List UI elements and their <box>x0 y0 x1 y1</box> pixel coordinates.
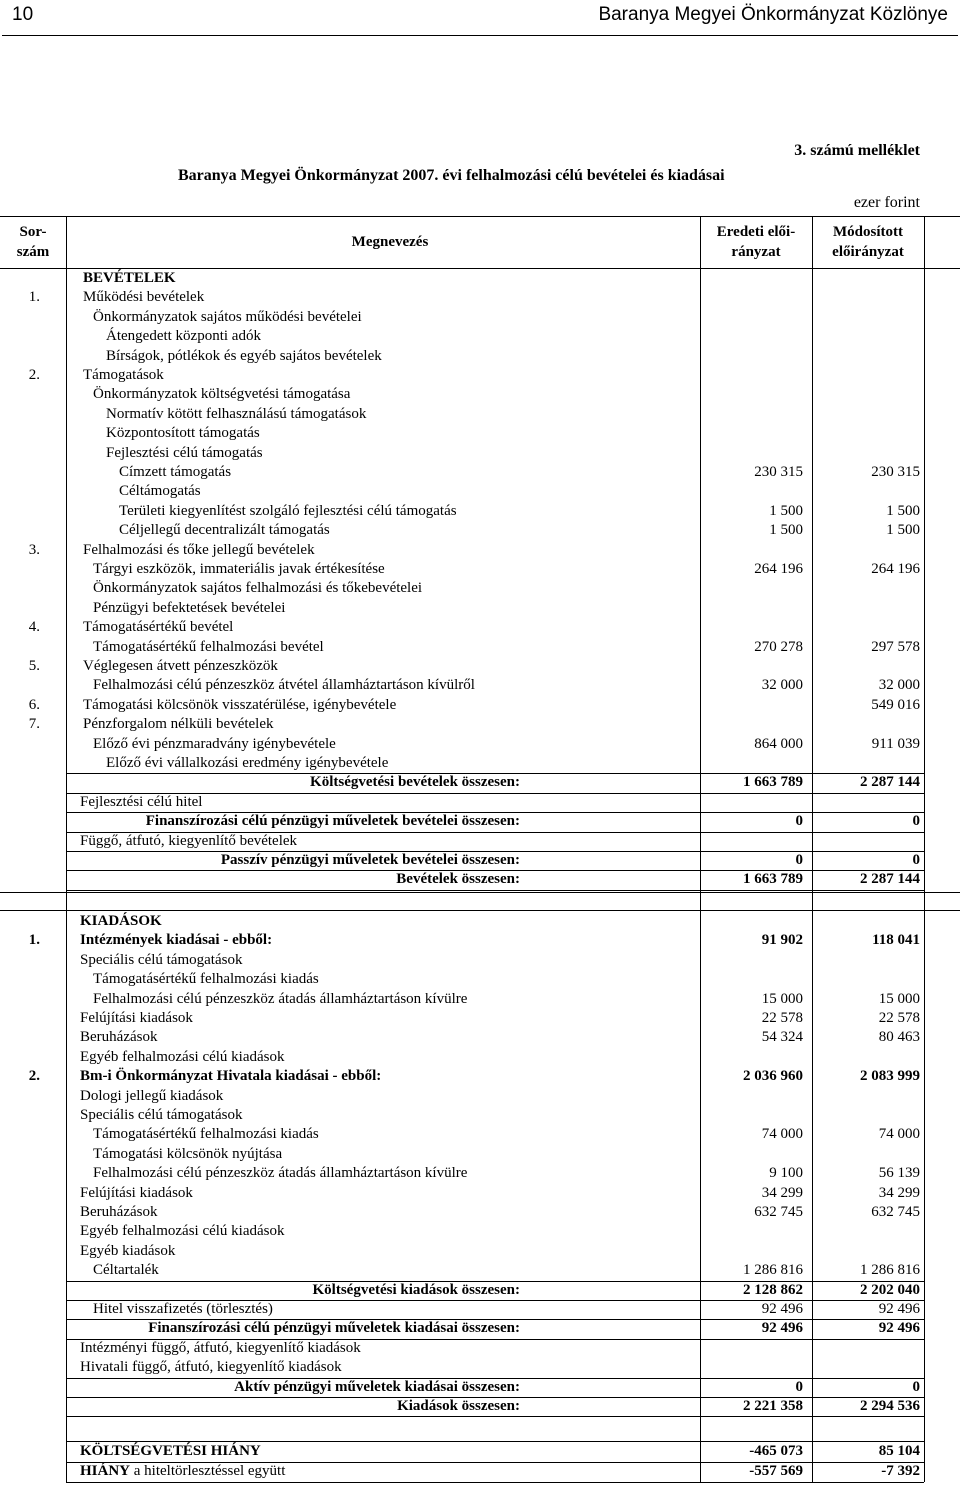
table-row <box>0 444 960 463</box>
row-label: BEVÉTELEK <box>83 270 176 286</box>
value-modified: 2 202 040 <box>860 1281 920 1298</box>
row-label: Felújítási kiadások <box>80 1184 193 1201</box>
row-label: Támogatási kölcsönök nyújtása <box>93 1145 283 1162</box>
value-original: 864 000 <box>754 735 803 752</box>
rule-line <box>66 1482 924 1483</box>
row-number: 1. <box>28 289 40 306</box>
row-label: Működési bevételek <box>83 289 205 306</box>
table-row <box>0 1164 960 1183</box>
col-header-sorszam: Sor- szám <box>16 224 50 260</box>
deficit-label-rest: a hiteltörlesztéssel együtt <box>130 1463 286 1479</box>
table-row <box>0 1242 960 1261</box>
value-original: 1 663 789 <box>743 871 803 888</box>
row-label: Támogatási kölcsönök visszatérülése, igénybevétele <box>83 696 397 713</box>
table-row <box>0 1106 960 1125</box>
value-original: 0 <box>795 813 803 830</box>
table-row <box>0 912 960 931</box>
row-number: 6. <box>28 696 40 713</box>
row-label: Beruházások <box>80 1029 158 1046</box>
deficit-label-bold: HIÁNY <box>80 1463 131 1479</box>
table-row <box>0 851 960 870</box>
value-original: 22 578 <box>761 1010 803 1026</box>
row-label: Támogatásértékű felhalmozási kiadás <box>93 971 319 988</box>
table-row <box>0 347 960 366</box>
table-row <box>0 1028 960 1047</box>
table-row <box>0 366 960 385</box>
row-label: Finanszírozási célú pénzügyi műveletek bevételei összesen: <box>145 813 520 830</box>
value-original: 1 663 789 <box>743 774 803 791</box>
table-row <box>0 269 960 288</box>
value-modified: 2 287 144 <box>860 871 920 888</box>
row-number: 2. <box>28 1068 40 1085</box>
value-modified: 118 041 <box>872 932 920 949</box>
table-row <box>0 541 960 560</box>
header-rule <box>2 35 958 36</box>
row-number: 5. <box>28 658 40 674</box>
row-label: Egyéb kiadások <box>80 1242 176 1259</box>
value-modified: 15 000 <box>878 990 920 1007</box>
row-label: Egyéb felhalmozási célú kiadások <box>80 1048 285 1065</box>
table-row <box>0 308 960 327</box>
table-row <box>0 579 960 598</box>
row-label: Költségvetési bevételek összesen: <box>310 774 520 791</box>
value-original: 34 299 <box>761 1184 803 1201</box>
table-row <box>0 502 960 521</box>
row-label: Normatív kötött felhasználású támogatások <box>106 405 367 422</box>
row-label: Fejlesztési célú támogatás <box>106 444 263 461</box>
value-modified: 1 500 <box>886 502 920 519</box>
row-label: Passzív pénzügyi műveletek bevételei összesen: <box>220 852 520 868</box>
table-row <box>0 870 960 889</box>
table-row <box>0 1358 960 1377</box>
row-label: Önkormányzatok sajátos felhalmozási és tőkebevételei <box>93 580 423 597</box>
table-row <box>0 1087 960 1106</box>
value-original: 92 496 <box>761 1320 803 1337</box>
table-row <box>0 1067 960 1086</box>
table-row <box>0 1378 960 1397</box>
table-row <box>0 735 960 754</box>
row-label: Speciális célú támogatások <box>80 951 243 968</box>
value-modified: 632 745 <box>871 1204 920 1220</box>
value-modified: 1 286 816 <box>860 1262 920 1279</box>
table-row <box>0 715 960 734</box>
row-label: Felhalmozási célú pénzeszköz átvétel államháztartáson kívülről <box>93 677 475 694</box>
table-row <box>0 618 960 637</box>
value-modified: 1 500 <box>886 522 920 539</box>
value-modified: 92 496 <box>878 1301 920 1317</box>
table-row <box>0 812 960 831</box>
row-label: Önkormányzatok költségvetési támogatása <box>93 386 351 403</box>
table-row <box>0 990 960 1009</box>
table-row <box>0 1145 960 1164</box>
value-modified: 74 000 <box>878 1126 920 1143</box>
row-label: Bevételek összesen: <box>396 871 520 888</box>
row-label: Céljellegű decentralizált támogatás <box>119 522 330 539</box>
value-original: -557 569 <box>749 1463 803 1479</box>
deficit-label <box>80 1462 285 1481</box>
row-label: Kiadások összesen: <box>397 1398 520 1414</box>
row-label: Támogatásértékű bevétel <box>83 619 234 636</box>
value-modified: 92 496 <box>878 1320 920 1337</box>
row-label: Felhalmozási célú pénzeszköz átadás államháztartáson kívülre <box>93 990 468 1007</box>
row-label: Támogatások <box>83 367 164 383</box>
row-number: 2. <box>28 367 40 383</box>
table-row <box>0 385 960 404</box>
row-label: Fejlesztési célú hitel <box>80 793 203 810</box>
row-label: Előző évi vállalkozási eredmény igénybevétele <box>106 755 389 771</box>
value-modified: 2 287 144 <box>860 774 920 791</box>
row-number: 1. <box>28 932 40 949</box>
table-row <box>0 1300 960 1319</box>
value-modified: 911 039 <box>871 735 920 752</box>
value-original: 0 <box>795 852 803 868</box>
rule-line <box>66 890 924 891</box>
row-label: Átengedett központi adók <box>106 328 261 345</box>
row-label: Aktív pénzügyi műveletek kiadásai összesen: <box>234 1378 520 1395</box>
annex-label: 3. számú melléklet <box>794 142 920 159</box>
row-label: Felhalmozási célú pénzeszköz átadás államháztartáson kívülre <box>93 1165 468 1182</box>
table-row <box>0 1281 960 1300</box>
table-row <box>0 1125 960 1144</box>
value-modified: 85 104 <box>878 1443 920 1459</box>
row-label: Előző évi pénzmaradvány igénybevétele <box>93 735 336 752</box>
value-modified: 22 578 <box>878 1010 920 1026</box>
row-number: 4. <box>28 619 40 636</box>
deficit-row <box>0 1442 960 1461</box>
table-row <box>0 793 960 812</box>
value-modified: -7 392 <box>881 1463 920 1479</box>
row-label: Területi kiegyenlítést szolgáló fejlesztési célú támogatás <box>119 502 457 519</box>
document-title: Baranya Megyei Önkormányzat 2007. évi felhalmozási célú bevételei és kiadásai <box>178 167 725 184</box>
row-label: Intézményi függő, átfutó, kiegyenlítő kiadások <box>80 1339 361 1356</box>
row-label: Pénzügyi befektetések bevételei <box>93 599 286 616</box>
table-row <box>0 599 960 618</box>
row-label: Dologi jellegű kiadások <box>80 1087 224 1104</box>
value-modified: 2 294 536 <box>860 1398 920 1414</box>
value-original: 264 196 <box>754 561 803 577</box>
row-label: Céltartalék <box>93 1262 159 1279</box>
table-row <box>0 676 960 695</box>
row-label: Intézmények kiadásai - ebből: <box>80 932 273 949</box>
table-row <box>0 288 960 307</box>
table-row <box>0 1203 960 1222</box>
value-original: 91 902 <box>761 932 803 949</box>
value-original: 54 324 <box>761 1029 803 1046</box>
table-row <box>0 424 960 443</box>
value-original: 1 286 816 <box>743 1262 803 1279</box>
table-row <box>0 1339 960 1358</box>
row-label: Bírságok, pótlékok és egyéb sajátos bevételek <box>106 347 382 364</box>
value-original: 270 278 <box>754 638 803 655</box>
row-label: Támogatásértékű felhalmozási kiadás <box>93 1126 319 1143</box>
row-label: Beruházások <box>80 1204 158 1220</box>
value-modified: 32 000 <box>878 677 920 694</box>
value-original: 1 500 <box>769 502 803 519</box>
value-modified: 0 <box>912 1378 920 1395</box>
row-label: Felhalmozási és tőke jellegű bevételek <box>83 541 315 558</box>
value-modified: 264 196 <box>871 561 920 577</box>
table-row <box>0 696 960 715</box>
value-original: 0 <box>795 1378 803 1395</box>
value-original: 2 221 358 <box>743 1398 803 1414</box>
value-modified: 80 463 <box>878 1029 920 1046</box>
table-row <box>0 754 960 773</box>
col-header-megnevezes: Megnevezés <box>351 234 429 250</box>
row-label: Támogatásértékű felhalmozási bevétel <box>93 638 324 655</box>
value-modified: 34 299 <box>878 1184 920 1201</box>
table-row <box>0 657 960 676</box>
table-row <box>0 1222 960 1241</box>
deficit-row <box>0 1462 960 1481</box>
row-label: Egyéb felhalmozási célú kiadások <box>80 1223 285 1240</box>
value-original: 92 496 <box>761 1301 803 1317</box>
row-label: Hitel visszafizetés (törlesztés) <box>93 1301 273 1317</box>
value-original: -465 073 <box>749 1443 803 1459</box>
row-label: Költségvetési kiadások összesen: <box>312 1281 520 1298</box>
rule-line <box>0 910 960 911</box>
table-row <box>0 482 960 501</box>
rule-line <box>0 892 960 893</box>
table-row <box>0 1048 960 1067</box>
table-row <box>0 951 960 970</box>
value-original: 1 500 <box>769 522 803 539</box>
row-label: Speciális célú támogatások <box>80 1107 243 1123</box>
row-label: Véglegesen átvett pénzeszközök <box>83 658 278 674</box>
page-number: 10 <box>12 4 34 25</box>
row-label: Tárgyi eszközök, immateriális javak értékesítése <box>93 561 385 577</box>
row-label: Függő, átfutó, kiegyenlítő bevételek <box>80 832 298 849</box>
value-original: 230 315 <box>754 464 803 480</box>
row-label: Központosított támogatás <box>106 425 260 442</box>
row-label: Finanszírozási célú pénzügyi műveletek kiadásai összesen: <box>148 1320 520 1337</box>
row-label: Hivatali függő, átfutó, kiegyenlítő kiadások <box>80 1359 342 1376</box>
value-modified: 0 <box>912 852 920 868</box>
row-label: Önkormányzatok sajátos működési bevételei <box>93 308 362 325</box>
value-original: 2 036 960 <box>743 1068 803 1085</box>
table-row <box>0 521 960 540</box>
value-original: 9 100 <box>769 1165 803 1182</box>
table-row <box>0 970 960 989</box>
row-number: 7. <box>28 716 40 733</box>
deficit-label <box>80 1442 261 1461</box>
row-label: KIADÁSOK <box>80 913 162 929</box>
value-original: 2 128 862 <box>743 1281 803 1298</box>
table-row <box>0 931 960 950</box>
table-row <box>0 1184 960 1203</box>
table-row <box>0 560 960 579</box>
table-row <box>0 327 960 346</box>
row-label: Címzett támogatás <box>119 464 232 480</box>
col-header-modositott: Módosított előirányzat <box>832 224 904 260</box>
table-row <box>0 1319 960 1338</box>
table-row <box>0 405 960 424</box>
value-modified: 230 315 <box>871 464 920 480</box>
unit-label: ezer forint <box>853 194 920 211</box>
rule-line <box>66 1416 924 1417</box>
row-label: Céltámogatás <box>119 483 201 500</box>
table-row <box>0 1261 960 1280</box>
table-row <box>0 638 960 657</box>
table-row <box>0 832 960 851</box>
table-row <box>0 1397 960 1416</box>
value-modified: 549 016 <box>871 696 920 713</box>
table-row <box>0 1009 960 1028</box>
table-row <box>0 773 960 792</box>
value-modified: 297 578 <box>871 638 920 655</box>
value-modified: 0 <box>912 813 920 830</box>
value-original: 32 000 <box>761 677 803 694</box>
row-label: Pénzforgalom nélküli bevételek <box>83 716 274 733</box>
col-header-eredeti: Eredeti elői- rányzat <box>716 224 796 260</box>
deficit-label-bold: KÖLTSÉGVETÉSI HIÁNY <box>80 1443 261 1459</box>
publication-title: Baranya Megyei Önkormányzat Közlönye <box>598 4 948 25</box>
row-number: 3. <box>28 541 40 558</box>
value-original: 632 745 <box>754 1204 803 1220</box>
value-modified: 2 083 999 <box>860 1068 920 1085</box>
value-original: 15 000 <box>761 990 803 1007</box>
value-modified: 56 139 <box>878 1165 920 1182</box>
row-label: Felújítási kiadások <box>80 1010 193 1026</box>
table-row <box>0 463 960 482</box>
row-label: Bm-i Önkormányzat Hivatala kiadásai - ebből: <box>80 1068 382 1085</box>
value-original: 74 000 <box>761 1126 803 1143</box>
